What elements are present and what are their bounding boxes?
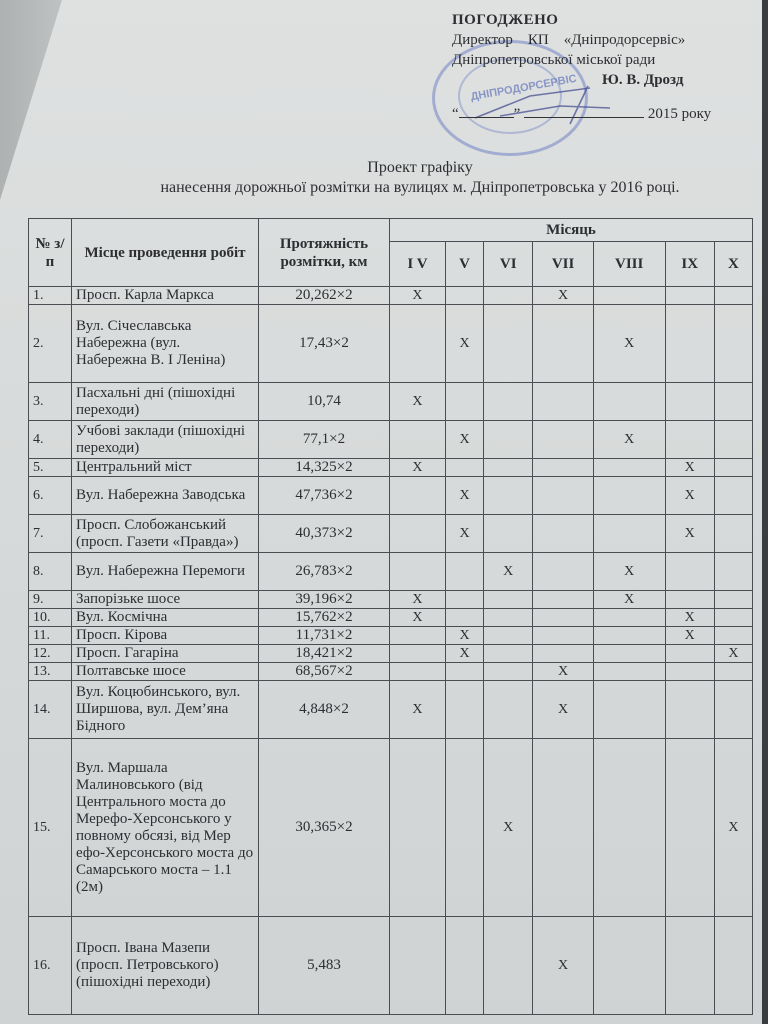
table-row bbox=[29, 459, 753, 477]
month-mark-3 bbox=[533, 645, 594, 663]
month-mark-6 bbox=[714, 627, 752, 645]
month-mark-4 bbox=[593, 681, 665, 739]
row-place: Просп. Слобожанський (просп. Газети «Правда») bbox=[72, 515, 259, 553]
month-mark-5 bbox=[665, 421, 714, 459]
header-month-1: V bbox=[445, 242, 483, 287]
row-place: Вул. Січеславська Набережна (вул. Набережна В. І Леніна) bbox=[72, 305, 259, 383]
row-number: 6. bbox=[29, 477, 72, 515]
row-length: 77,1×2 bbox=[259, 421, 390, 459]
month-mark-5 bbox=[665, 591, 714, 609]
month-mark-4 bbox=[593, 287, 665, 305]
marking-schedule-table bbox=[28, 218, 753, 1015]
month-mark-3 bbox=[533, 305, 594, 383]
table-row bbox=[29, 305, 753, 383]
row-number: 11. bbox=[29, 627, 72, 645]
page-edge-shadow bbox=[762, 0, 768, 1024]
approval-position: Директор КП «Дніпродорсервіс» bbox=[452, 32, 686, 48]
header-length: Протяжність розмітки, км bbox=[259, 219, 390, 287]
month-mark-3 bbox=[533, 739, 594, 917]
approval-block bbox=[452, 10, 742, 124]
month-mark-5 bbox=[665, 663, 714, 681]
month-mark-4 bbox=[593, 917, 665, 1015]
header-place: Місце проведення робіт bbox=[72, 219, 259, 287]
month-mark-2 bbox=[484, 627, 533, 645]
month-mark-3 bbox=[533, 609, 594, 627]
row-number: 3. bbox=[29, 383, 72, 421]
header-month-4: VIII bbox=[593, 242, 665, 287]
month-mark-6 bbox=[714, 591, 752, 609]
month-mark-2 bbox=[484, 515, 533, 553]
month-mark-5 bbox=[665, 383, 714, 421]
month-mark-3: X bbox=[533, 287, 594, 305]
month-mark-4 bbox=[593, 627, 665, 645]
month-mark-4: X bbox=[593, 591, 665, 609]
official-stamp-text: ДНІПРОДОРСЕРВІС bbox=[469, 72, 578, 104]
month-mark-0 bbox=[390, 739, 446, 917]
row-length: 26,783×2 bbox=[259, 553, 390, 591]
row-number: 9. bbox=[29, 591, 72, 609]
month-mark-6 bbox=[714, 459, 752, 477]
month-mark-6 bbox=[714, 305, 752, 383]
month-mark-0 bbox=[390, 645, 446, 663]
month-mark-1: X bbox=[445, 515, 483, 553]
header-month-5: IX bbox=[665, 242, 714, 287]
row-length: 10,74 bbox=[259, 383, 390, 421]
month-mark-0: X bbox=[390, 287, 446, 305]
month-mark-5: X bbox=[665, 627, 714, 645]
month-mark-1 bbox=[445, 383, 483, 421]
month-mark-1 bbox=[445, 459, 483, 477]
row-length: 39,196×2 bbox=[259, 591, 390, 609]
document-title-line1: Проект графіку bbox=[367, 159, 473, 176]
month-mark-0 bbox=[390, 917, 446, 1015]
month-mark-2 bbox=[484, 383, 533, 421]
table-row bbox=[29, 627, 753, 645]
row-number: 8. bbox=[29, 553, 72, 591]
row-length: 11,731×2 bbox=[259, 627, 390, 645]
month-mark-4: X bbox=[593, 553, 665, 591]
month-mark-5 bbox=[665, 681, 714, 739]
month-mark-6 bbox=[714, 553, 752, 591]
approval-signatory: Ю. В. Дрозд bbox=[602, 72, 684, 88]
month-mark-0: X bbox=[390, 681, 446, 739]
row-length: 47,736×2 bbox=[259, 477, 390, 515]
month-mark-5: X bbox=[665, 477, 714, 515]
month-mark-4 bbox=[593, 645, 665, 663]
month-mark-1 bbox=[445, 663, 483, 681]
table-row bbox=[29, 553, 753, 591]
month-mark-6 bbox=[714, 663, 752, 681]
month-mark-1: X bbox=[445, 477, 483, 515]
month-mark-0 bbox=[390, 515, 446, 553]
row-number: 14. bbox=[29, 681, 72, 739]
row-length: 18,421×2 bbox=[259, 645, 390, 663]
month-mark-3 bbox=[533, 383, 594, 421]
month-mark-0 bbox=[390, 305, 446, 383]
table-row bbox=[29, 645, 753, 663]
row-length: 68,567×2 bbox=[259, 663, 390, 681]
document-title-line2: нанесення дорожньої розмітки на вулицях м. Дніпропетровська у 2016 році. bbox=[160, 179, 680, 196]
month-mark-2: X bbox=[484, 553, 533, 591]
month-mark-3: X bbox=[533, 917, 594, 1015]
row-length: 5,483 bbox=[259, 917, 390, 1015]
row-number: 10. bbox=[29, 609, 72, 627]
row-number: 4. bbox=[29, 421, 72, 459]
table-row bbox=[29, 609, 753, 627]
month-mark-2: X bbox=[484, 739, 533, 917]
date-year: 2015 року bbox=[647, 106, 712, 122]
month-mark-3 bbox=[533, 459, 594, 477]
month-mark-2 bbox=[484, 477, 533, 515]
month-mark-2 bbox=[484, 421, 533, 459]
month-mark-4 bbox=[593, 477, 665, 515]
row-number: 13. bbox=[29, 663, 72, 681]
month-mark-4 bbox=[593, 515, 665, 553]
date-day-blank bbox=[459, 117, 514, 118]
month-mark-1: X bbox=[445, 305, 483, 383]
table-row bbox=[29, 739, 753, 917]
header-month-6: X bbox=[714, 242, 752, 287]
row-length: 20,262×2 bbox=[259, 287, 390, 305]
month-mark-0: X bbox=[390, 383, 446, 421]
month-mark-5: X bbox=[665, 515, 714, 553]
header-month-3: VII bbox=[533, 242, 594, 287]
month-mark-2 bbox=[484, 591, 533, 609]
month-mark-6: X bbox=[714, 739, 752, 917]
row-place: Центральний міст bbox=[72, 459, 259, 477]
month-mark-1: X bbox=[445, 627, 483, 645]
row-number: 12. bbox=[29, 645, 72, 663]
month-mark-4 bbox=[593, 739, 665, 917]
approval-date bbox=[452, 104, 742, 124]
month-mark-4: X bbox=[593, 421, 665, 459]
month-mark-3: X bbox=[533, 663, 594, 681]
month-mark-6 bbox=[714, 421, 752, 459]
month-mark-4 bbox=[593, 383, 665, 421]
month-mark-2 bbox=[484, 609, 533, 627]
date-open-quote: “ bbox=[452, 106, 459, 122]
month-mark-5: X bbox=[665, 459, 714, 477]
month-mark-3 bbox=[533, 553, 594, 591]
header-month-0: I V bbox=[390, 242, 446, 287]
month-mark-6 bbox=[714, 609, 752, 627]
month-mark-1 bbox=[445, 553, 483, 591]
row-place: Просп. Карла Маркса bbox=[72, 287, 259, 305]
month-mark-1 bbox=[445, 739, 483, 917]
header-num: № з/п bbox=[29, 219, 72, 287]
row-place: Вул. Набережна Заводська bbox=[72, 477, 259, 515]
month-mark-3: X bbox=[533, 681, 594, 739]
row-place: Вул. Маршала Малиновського (від Центрального моста до Мерефо-Херсонського у повному обсязі, від Мер ефо-Херсонського моста до Самарського моста – 1.1 (2м) bbox=[72, 739, 259, 917]
month-mark-5 bbox=[665, 739, 714, 917]
table-row bbox=[29, 383, 753, 421]
row-place: Учбові заклади (пішохідні переходи) bbox=[72, 421, 259, 459]
month-mark-5 bbox=[665, 917, 714, 1015]
month-mark-2 bbox=[484, 645, 533, 663]
row-place: Вул. Коцюбинського, вул. Ширшова, вул. Дем’яна Бідного bbox=[72, 681, 259, 739]
month-mark-3 bbox=[533, 627, 594, 645]
table-row bbox=[29, 421, 753, 459]
month-mark-0: X bbox=[390, 459, 446, 477]
month-mark-1 bbox=[445, 681, 483, 739]
month-mark-2 bbox=[484, 305, 533, 383]
table-row bbox=[29, 663, 753, 681]
month-mark-5: X bbox=[665, 609, 714, 627]
month-mark-5 bbox=[665, 645, 714, 663]
row-length: 14,325×2 bbox=[259, 459, 390, 477]
row-place: Вул. Космічна bbox=[72, 609, 259, 627]
month-mark-6: X bbox=[714, 645, 752, 663]
row-number: 7. bbox=[29, 515, 72, 553]
row-place: Просп. Кірова bbox=[72, 627, 259, 645]
month-mark-0 bbox=[390, 663, 446, 681]
table-row bbox=[29, 287, 753, 305]
row-number: 5. bbox=[29, 459, 72, 477]
month-mark-1: X bbox=[445, 645, 483, 663]
date-close-quote: ” bbox=[513, 106, 521, 122]
approval-title: ПОГОДЖЕНО bbox=[452, 12, 559, 28]
header-month-2: VI bbox=[484, 242, 533, 287]
month-mark-5 bbox=[665, 287, 714, 305]
month-mark-4 bbox=[593, 663, 665, 681]
table-row bbox=[29, 681, 753, 739]
table-row bbox=[29, 917, 753, 1015]
document-title bbox=[80, 158, 760, 198]
month-mark-5 bbox=[665, 553, 714, 591]
row-number: 2. bbox=[29, 305, 72, 383]
month-mark-2 bbox=[484, 287, 533, 305]
month-mark-6 bbox=[714, 681, 752, 739]
month-mark-0 bbox=[390, 421, 446, 459]
date-month-blank bbox=[524, 117, 644, 118]
row-length: 4,848×2 bbox=[259, 681, 390, 739]
row-number: 16. bbox=[29, 917, 72, 1015]
row-length: 30,365×2 bbox=[259, 739, 390, 917]
month-mark-1 bbox=[445, 591, 483, 609]
month-mark-1: X bbox=[445, 421, 483, 459]
month-mark-3 bbox=[533, 421, 594, 459]
month-mark-2 bbox=[484, 663, 533, 681]
table-row bbox=[29, 591, 753, 609]
row-number: 15. bbox=[29, 739, 72, 917]
month-mark-5 bbox=[665, 305, 714, 383]
row-place: Запорізьке шосе bbox=[72, 591, 259, 609]
month-mark-6 bbox=[714, 383, 752, 421]
header-month-group: Місяць bbox=[390, 219, 753, 242]
month-mark-4: X bbox=[593, 305, 665, 383]
month-mark-3 bbox=[533, 591, 594, 609]
row-place: Просп. Гагаріна bbox=[72, 645, 259, 663]
table-row bbox=[29, 477, 753, 515]
month-mark-1 bbox=[445, 917, 483, 1015]
month-mark-6 bbox=[714, 917, 752, 1015]
month-mark-0 bbox=[390, 553, 446, 591]
row-length: 40,373×2 bbox=[259, 515, 390, 553]
month-mark-1 bbox=[445, 609, 483, 627]
month-mark-3 bbox=[533, 477, 594, 515]
row-place: Вул. Набережна Перемоги bbox=[72, 553, 259, 591]
month-mark-6 bbox=[714, 515, 752, 553]
row-number: 1. bbox=[29, 287, 72, 305]
month-mark-4 bbox=[593, 609, 665, 627]
month-mark-6 bbox=[714, 287, 752, 305]
month-mark-4 bbox=[593, 459, 665, 477]
month-mark-2 bbox=[484, 459, 533, 477]
row-length: 17,43×2 bbox=[259, 305, 390, 383]
month-mark-0: X bbox=[390, 591, 446, 609]
approval-organization: Дніпропетровської міської ради bbox=[452, 52, 656, 68]
row-place: Просп. Івана Мазепи (просп. Петровського) (пішохідні переходи) bbox=[72, 917, 259, 1015]
row-place: Пасхальні дні (пішохідні переходи) bbox=[72, 383, 259, 421]
month-mark-1 bbox=[445, 287, 483, 305]
month-mark-0 bbox=[390, 477, 446, 515]
month-mark-2 bbox=[484, 681, 533, 739]
row-place: Полтавське шосе bbox=[72, 663, 259, 681]
month-mark-2 bbox=[484, 917, 533, 1015]
table-row bbox=[29, 515, 753, 553]
row-length: 15,762×2 bbox=[259, 609, 390, 627]
month-mark-3 bbox=[533, 515, 594, 553]
month-mark-6 bbox=[714, 477, 752, 515]
month-mark-0: X bbox=[390, 609, 446, 627]
month-mark-0 bbox=[390, 627, 446, 645]
